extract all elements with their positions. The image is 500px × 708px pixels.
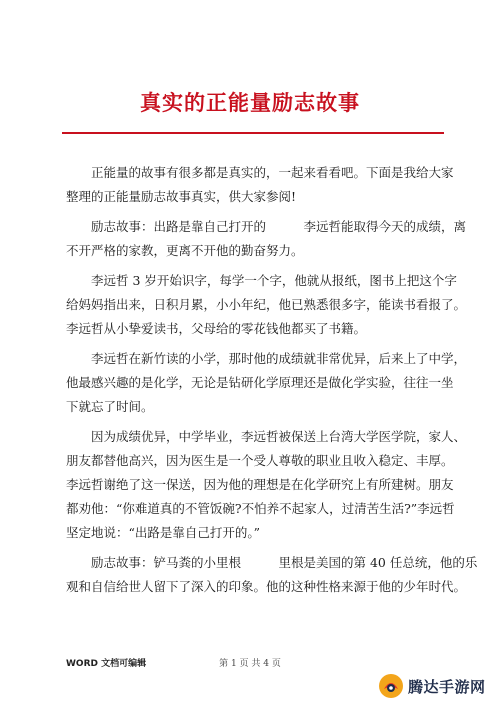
text-line: 给妈妈指出来，日积月累，小小年纪，他已熟悉很多字，能读书看报了。 — [66, 297, 467, 312]
text-line: 李远哲 3 岁开始识字，每学一个字，他就从报纸，图书上把这个字 — [91, 273, 457, 288]
text-line: 因为成绩优异，中学毕业，李远哲被保送上台湾大学医学院，家人、 — [91, 429, 467, 444]
document-body — [66, 161, 478, 605]
text-line: 励志故事：铲马粪的小里根 里根是美国的第 40 任总统，他的乐 — [91, 555, 478, 570]
text-line: 正能量的故事有很多都是真实的，一起来看看吧。下面是我给大家 — [91, 165, 454, 180]
text-line: 不开严格的家教，更离不开他的勤奋努力。 — [66, 243, 304, 258]
text-line: 李远哲从小挚爱读书，父母给的零花钱他都买了书籍。 — [66, 321, 367, 336]
watermark-text: 腾达手游网 — [408, 677, 486, 696]
paragraph-story-2-heading — [66, 551, 478, 599]
paragraph-story-1-university — [66, 425, 467, 545]
text-line: 整理的正能量励志故事真实，供大家参阅! — [66, 189, 297, 204]
text-line: 李远哲在新竹读的小学，那时他的成绩就非常优异，后来上了中学， — [91, 351, 467, 366]
text-line: 坚定地说：“出路是靠自己打开的。” — [66, 525, 261, 540]
text-line: 观和自信给世人留下了深入的印象。他的这种性格来源于他的少年时代。 — [66, 579, 467, 594]
paragraph-intro — [66, 161, 454, 209]
text-line: 朋友都替他高兴，因为医生是一个受人尊敬的职业且收入稳定、丰厚。 — [66, 453, 454, 468]
site-watermark — [378, 670, 488, 702]
tengda-logo-icon — [378, 673, 404, 699]
title-divider — [62, 132, 444, 134]
paragraph-story-1-school — [66, 347, 467, 419]
document-title: 真实的正能量励志故事 — [140, 90, 360, 115]
text-line: 他最感兴趣的是化学，无论是钻研化学原理还是做化学实验，往往一坐 — [66, 375, 454, 390]
text-line: 都劝他：“你难道真的不管饭碗?不怕养不起家人，过清苦生活?”李远哲 — [66, 501, 455, 516]
paragraph-story-1-childhood — [66, 269, 467, 341]
footer-editable-note: WORD 文档可编辑 — [66, 659, 147, 669]
text-line: 励志故事：出路是靠自己打开的 李远哲能取得今天的成绩，离 — [91, 219, 467, 234]
paragraph-story-1-heading — [66, 215, 467, 263]
text-line: 下就忘了时间。 — [66, 399, 154, 414]
text-line: 李远哲谢绝了这一保送，因为他的理想是在化学研究上有所建树。朋友 — [66, 477, 454, 492]
page-number: 第 1 页 共 4 页 — [219, 659, 281, 669]
